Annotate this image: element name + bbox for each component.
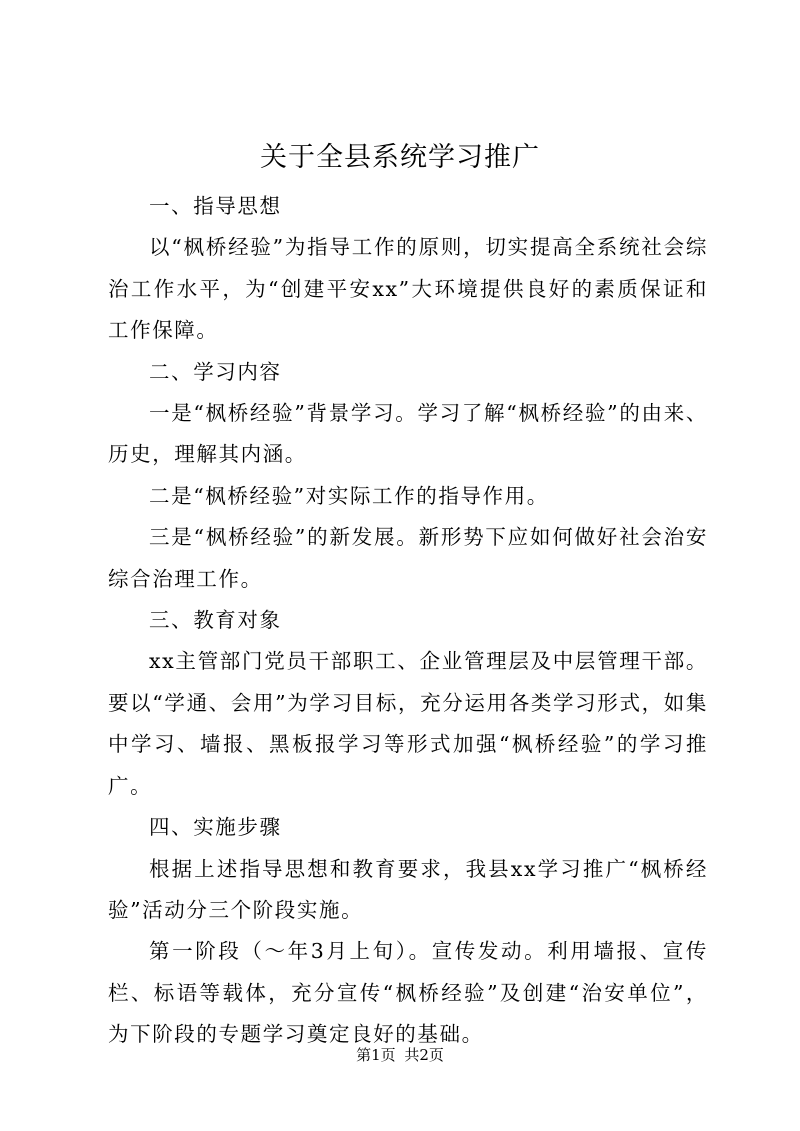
page-footer	[0, 1044, 800, 1066]
section-heading: 四、实施步骤	[149, 815, 282, 840]
page-total: 共2页	[404, 1046, 444, 1064]
paragraph: xx主管部门党员干部职工、企业管理层及中层管理干部。要以“学通、会用”为学习目标，充分运用各类学习形式，如集中学习、墙报、黑板报学习等形式加强“枫桥经验”的学习推广。	[108, 649, 708, 798]
document-title: 关于全县系统学习推广	[260, 142, 540, 173]
section-heading: 二、学习内容	[149, 359, 282, 384]
section-heading: 一、指导思想	[149, 194, 282, 218]
paragraph: 根据上述指导思想和教育要求，我县xx学习推广“枫桥经验”活动分三个阶段实施。	[108, 856, 708, 922]
paragraph: 以“枫桥经验”为指导工作的原则，切实提高全系统社会综治工作水平，为“创建平安xx”大环境提供良好的素质保证和工作保障。	[108, 235, 708, 343]
page-number: 第1页	[356, 1046, 396, 1064]
paragraph: 第一阶段（～年3月上旬）。宣传发动。利用墙报、宣传栏、标语等载体，充分宣传“枫桥经验”及创建“治安单位”，为下阶段的专题学习奠定良好的基础。	[108, 939, 708, 1047]
paragraph: 一是“枫桥经验”背景学习。学习了解“枫桥经验”的由来、历史，理解其内涵。	[108, 401, 708, 467]
section-heading: 三、教育对象	[149, 608, 282, 633]
document-body	[108, 186, 708, 1056]
paragraph: 三是“枫桥经验”的新发展。新形势下应如何做好社会治安综合治理工作。	[108, 525, 708, 591]
paragraph: 二是“枫桥经验”对实际工作的指导作用。	[149, 483, 549, 508]
